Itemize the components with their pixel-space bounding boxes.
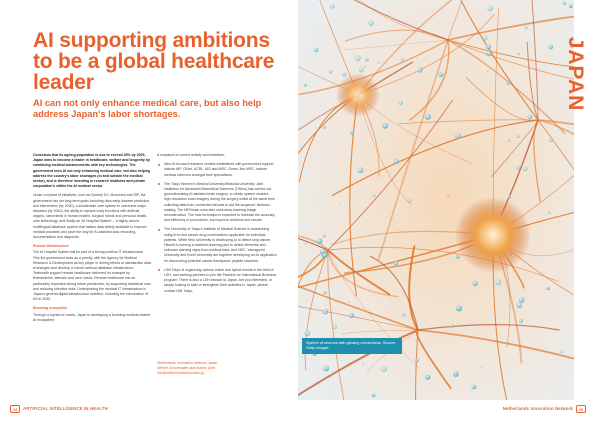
neuron-bead — [329, 70, 333, 74]
neuron-bead — [382, 123, 388, 129]
credit-organization: Netherlands Innovation Network Japan — [157, 361, 218, 365]
neuron-bead — [450, 324, 454, 328]
neuron-bead — [353, 247, 355, 249]
neuron-photo — [298, 0, 574, 400]
neuron-bead — [479, 29, 481, 31]
neuron-bead — [519, 297, 525, 303]
footer-publisher: Netherlands Innovation Network — [502, 406, 573, 412]
neuron-bead — [460, 0, 463, 3]
body-paragraph: Under a myriad of initiatives, such as Society 5.0, Moonshot and SIP, the government has set long-term goals including ultra-early disease prediction and intervention (by 2030), a sustainable care system to overcome major diseases (by 2040), the ability to replace body functions with artificial organs, nanorobots in human bodies, surgical robots and personal health-care technology, and finally an 'AI Hospital System' – a highly secure multilingual database system that makes data widely available to improve medical practices and pave the way for AI-assisted auto-recording, documentation and diagnosis. — [33, 193, 150, 240]
neuron-bead — [342, 73, 346, 77]
neuron-bead — [381, 366, 387, 372]
neuron-bead — [523, 167, 528, 172]
neuron-bead — [364, 65, 366, 67]
neuron-bead — [324, 291, 327, 294]
neuron-bead — [378, 61, 380, 63]
neuron-bead — [516, 165, 520, 169]
article-title: AI supporting ambitions to be a global healthcare leader — [33, 29, 275, 94]
list-item: LSN Tokyo is organizing various online and hybrid events in the field of LSH, and seeking partners to join the Partners for International Business program. There is also a LSH mission to Japan. Are you interested, or simply looking to start or strengthen their activities in Japan, please contact NIN Tokyo. — [157, 268, 277, 294]
neuron-bead — [447, 194, 450, 197]
neuron-bead — [486, 44, 491, 49]
neuron-bead — [330, 3, 335, 8]
neuron-bead — [472, 281, 477, 286]
neuron-bead — [425, 375, 430, 380]
neuron-bead — [394, 159, 399, 164]
list-intro: A snapshot of current activity and initiatives: — [157, 153, 225, 157]
neuron-bead — [425, 114, 431, 120]
neuron-bead — [362, 362, 364, 364]
neuron-bead — [439, 73, 444, 78]
right-page — [298, 0, 596, 421]
neuron-bead — [516, 135, 519, 138]
neuron-bead — [350, 131, 354, 135]
neuron-bead — [486, 51, 492, 57]
neuron-bead — [506, 82, 509, 85]
neuron-bead — [480, 367, 482, 369]
neuron-bead — [339, 203, 341, 205]
neuron-bead — [365, 58, 369, 62]
neuron-bead — [372, 394, 376, 398]
neuron-bead — [398, 100, 403, 105]
section-heading: Booming ecosystem — [33, 306, 68, 311]
neuron-bead — [333, 324, 338, 329]
neuron-bead — [305, 243, 307, 245]
neuron-bead — [355, 55, 361, 61]
neuron-bead — [373, 194, 376, 197]
neuron-bead — [507, 139, 510, 142]
text-column-right — [157, 153, 277, 298]
neuron-bead — [358, 167, 364, 173]
neuron-bead — [487, 6, 493, 12]
list-item: The University of Tokyo's Institute of Medical Science is researching using AI to find cancer drug combinations applicable for individual patients. While Keio University is developing AI to detect lung cancer. Hitachi is running a machine-learning pilot to detect dementia and unknown warning signs from medical data. And NEC, Yamaguchi University and Kochi University are together developing an AI application for discovering potential cancer therapeutic peptide vaccines. — [157, 227, 277, 263]
neuron-bead — [527, 114, 532, 119]
neuron-bead — [407, 198, 412, 203]
neuron-bead — [519, 306, 522, 309]
neuron-bead — [418, 69, 422, 73]
neuron-bead — [359, 68, 364, 73]
page-number: 24 — [10, 405, 20, 413]
body-paragraph: The AI Hospital System will be part of a strong medical IT infrastructure. This the government sees as a priority, with the Agency for Medical Research & Development as key player in driving efforts to standardize data exchanges and develop a robust medical database infrastructure. Telehealth support remote healthcare delivered for example by telemedicine, telecare and care robots. Remote healthcare can be particularly important during future pandemics, by supporting traditional care and reducing infection risks. Underpinning the medical IT infrastructure is Japan's general digital infrastructure ambition, including the introduction of 6G in 2030. — [33, 250, 151, 302]
page-number: 25 — [576, 405, 586, 413]
neuron-bead — [402, 313, 406, 317]
neuron-bead — [519, 319, 523, 323]
country-label-text: JAPAN — [564, 36, 587, 112]
neuron-bead — [453, 371, 459, 377]
country-side-label — [560, 4, 590, 144]
credit-email[interactable]: info@netherlandsinnovation.jp — [157, 371, 205, 375]
neuron-bead — [394, 261, 398, 265]
neuron-bead — [349, 313, 354, 318]
neuron-bead — [560, 350, 564, 354]
neuron-bead — [348, 301, 350, 303]
neuron-bead — [546, 287, 550, 291]
neuron-bead — [548, 44, 553, 49]
neuron-bead — [487, 70, 489, 72]
credit-names: Nienke Schoemaker and Mariko Goto — [157, 366, 216, 370]
neuron-bead — [518, 53, 520, 55]
author-credit — [157, 361, 277, 376]
footer-right — [503, 405, 586, 413]
neuron-bead — [335, 299, 338, 302]
section-heading: Robust infrastructure — [33, 244, 69, 249]
neuron-bead — [548, 211, 551, 214]
neuron-bead — [495, 279, 501, 285]
neuron-bead — [304, 330, 310, 336]
article-subtitle: AI can not only enhance medical care, but also help address Japan's labor shortages. — [33, 98, 262, 119]
lead-paragraph: Conscious that its ageing population is due to exceed 40% by 2025, Japan aims to become a leader in healthcare, welfare and longevity by combining medical advancements with key technologies. The government sees AI not only enhancing medical care, but also helping address the country's labor shortages (in and outside the medical sector), and is therefore investing in research institutes and private corporation's within the AI medical sector. — [33, 153, 151, 189]
neuron-bead — [320, 249, 326, 255]
neuron-bead — [304, 84, 307, 87]
neuron-bead — [322, 309, 328, 315]
neuron-bead — [314, 48, 319, 53]
body-paragraph: Through a myriad of routes, Japan is developing a booming medical-related AI ecosystem. — [33, 312, 151, 322]
neuron-bead — [455, 133, 461, 139]
neuron-cell-body — [336, 73, 380, 117]
list-item: The Tokyo Women's Medical University/Waseda University Joint Institution for Advanced Biomedical Sciences (TWIns) has carried out groundbreaking AI-assisted brain surgery: a robotic system enables high-resolution brain imagery during the surgery whilst at the same time collecting data from connected devices to aid the surgeons' decision-making. The MRI brain scan also uses deep-learning image reconstruction. The new technique is expected to increase the accuracy and efficiency of procedures, and improve workflow and results. — [157, 182, 277, 224]
neuron-bead — [401, 58, 404, 61]
neuron-bead — [323, 366, 329, 372]
photo-caption: System of neurons with glowing connections. Source: Getty Images — [302, 338, 402, 354]
neuron-bead — [456, 255, 460, 259]
footer-section-title: ARTIFICIAL INTELLIGENCE IN HEALTH — [23, 406, 108, 412]
neuron-cell-body — [455, 197, 531, 273]
text-column-left — [33, 153, 151, 327]
neuron-bead — [415, 358, 419, 362]
neuron-bead — [524, 26, 528, 30]
footer-left — [10, 405, 108, 413]
neuron-bead — [323, 126, 326, 129]
list-item: New AI-focused research centers established with government support include AIP, CiNet, UCRL, AIS and AIRC. Some, like AIRC, include medical sciences amongst their specialisms. — [157, 162, 277, 178]
neuron-bead — [482, 36, 487, 41]
neuron-bead — [456, 305, 462, 311]
neuron-bead — [472, 385, 477, 390]
neuron-bead — [368, 20, 373, 25]
neuron-bead — [317, 238, 323, 244]
neuron-bead — [549, 138, 553, 142]
neuron-bead — [323, 234, 326, 237]
neuron-bead — [508, 196, 511, 199]
